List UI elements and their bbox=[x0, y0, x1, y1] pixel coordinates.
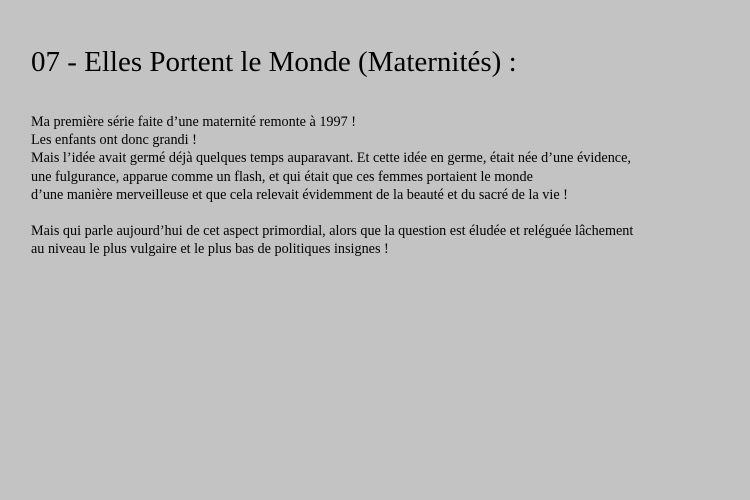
article-body bbox=[31, 113, 721, 277]
paragraph-line: Mais l’idée avait germé déjà quelques temps auparavant. Et cette idée en germe, était née d’une évidence, bbox=[31, 150, 631, 167]
paragraph-1 bbox=[31, 113, 721, 204]
paragraph-line: Les enfants ont donc grandi ! bbox=[31, 132, 197, 149]
paragraph-line: Ma première série faite d’une maternité remonte à 1997 ! bbox=[31, 114, 356, 130]
paragraph-line: une fulgurance, apparue comme un flash, et qui était que ces femmes portaient le monde bbox=[31, 168, 533, 185]
paragraph-line: Mais qui parle aujourd’hui de cet aspect primordial, alors que la question est éludée et reléguée lâchement bbox=[31, 223, 634, 240]
paragraph-line: d’une manière merveilleuse et que cela relevait évidemment de la beauté et du sacré de la vie ! bbox=[31, 186, 568, 203]
paragraph-line: au niveau le plus vulgaire et le plus bas de politiques insignes ! bbox=[31, 241, 389, 258]
paragraph-2 bbox=[31, 222, 721, 258]
page-title: 07 - Elles Portent le Monde (Maternités) : bbox=[31, 46, 517, 78]
